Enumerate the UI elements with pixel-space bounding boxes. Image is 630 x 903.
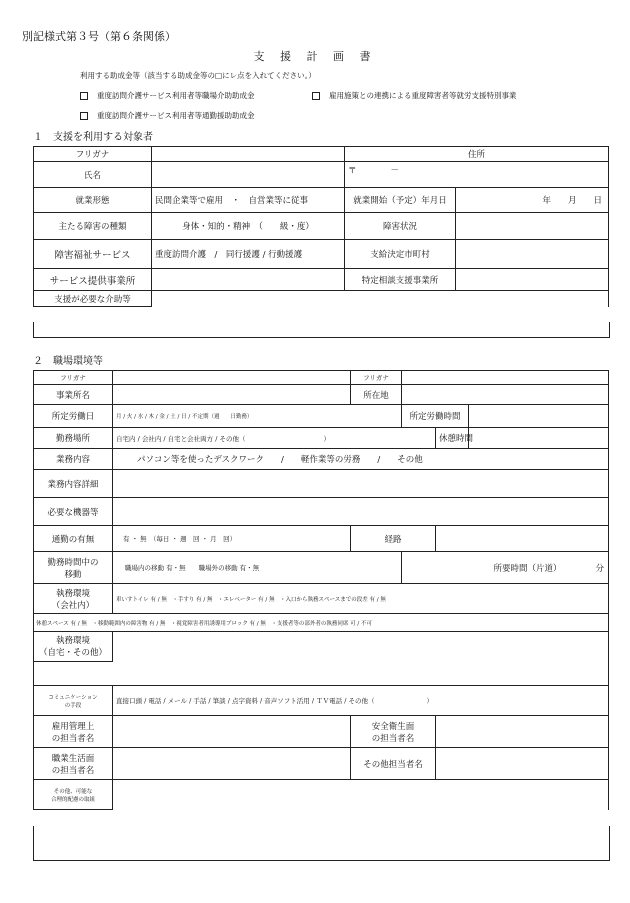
disability-options[interactable]: 身体・知的・精神 （ 級・度） (152, 213, 345, 240)
env-office-label-line2: （会社内） (51, 600, 95, 611)
section1-table (33, 146, 609, 307)
start-date-field[interactable]: 年 月 日 (456, 188, 609, 213)
minutes-label: 分 (595, 563, 605, 574)
office-location-label: 所在地 (351, 385, 402, 405)
job-detail-label: 業務内容詳細 (34, 470, 113, 498)
job-options[interactable]: パソコン等を使ったデスクワーク / 軽作業等の労務 / その他 (113, 449, 609, 470)
movement-label (34, 552, 113, 584)
disability-status-field[interactable] (456, 213, 609, 240)
life-label-line1: 職業生活面 (51, 753, 95, 764)
work-days-options[interactable]: 月 / 火 / 水 / 木 / 金 / 土 / 日 / 不定期（週 日勤務） (113, 405, 402, 428)
option-3-label: 重度訪問介護サービス利用者等通勤援助助成金 (97, 111, 255, 120)
disability-type-label: 主たる障害の種類 (34, 213, 152, 240)
section1-heading: １ 支援を利用する対象者 (33, 132, 153, 143)
job-content-label: 業務内容 (34, 449, 113, 470)
subsidy-note: 利用する助成金等（該当する助成金等の□にレ点を入れてください。） (80, 71, 316, 80)
emp-mgmt-label-line2: の担当者名 (51, 733, 95, 744)
life-field[interactable] (113, 748, 351, 780)
safety-label-line1: 安全衛生面 (371, 721, 415, 732)
consultation-label: 特定相談支援事業所 (345, 269, 456, 291)
provider-field[interactable] (152, 269, 345, 291)
env-home-label (34, 632, 113, 662)
comm-label (34, 686, 113, 716)
job-detail-field[interactable] (113, 470, 609, 498)
reasonable-label-line2: 合理的配慮の取組 (50, 796, 95, 803)
document-title: 支 援 計 画 書 (253, 50, 377, 63)
welfare-service-label: 障害福祉サービス (34, 240, 152, 269)
other-person-label: その他担当者名 (351, 748, 436, 780)
municipality-field[interactable] (456, 240, 609, 269)
life-label-line2: の担当者名 (51, 765, 95, 776)
route-label: 経路 (351, 526, 436, 552)
env-office-label (34, 584, 113, 614)
address-label: 住所 (345, 147, 609, 162)
furigana2-label: フリガナ (34, 371, 113, 385)
work-hours-label: 所定労働時間 (402, 405, 469, 428)
env-home-label-line2: （自宅・その他） (38, 648, 107, 658)
equipment-field[interactable] (113, 498, 609, 526)
commute-options[interactable]: 有 ・ 無 （毎日 ・ 週 回 ・ 月 回） (113, 526, 351, 552)
life-label (34, 748, 113, 780)
office-name-field[interactable] (113, 385, 351, 405)
start-date-label: 就業開始（予定）年月日 (345, 188, 456, 213)
commute-label: 通勤の有無 (34, 526, 113, 552)
form-number-label: 別記様式第３号（第６条関係） (22, 30, 176, 43)
movement-options[interactable]: 職場内の移動 有・無 職場外の移動 有・無 (113, 552, 402, 584)
comm-label-line2: の手段 (64, 702, 82, 709)
employment-type-label: 就業形態 (34, 188, 152, 213)
env-home-field[interactable] (113, 632, 609, 662)
reasonable-label-line1: その他、可能な (53, 788, 93, 795)
work-days-label: 所定労働日 (34, 405, 113, 428)
other-person-field[interactable] (436, 748, 609, 780)
section2-table (33, 370, 609, 810)
furigana-field[interactable] (152, 147, 345, 162)
option-1-label: 重度訪問介護サービス利用者等職場介助助成金 (97, 91, 255, 100)
office-name-label: 事業所名 (34, 385, 113, 405)
checkbox-option-2[interactable] (312, 92, 320, 100)
option-2[interactable] (312, 90, 517, 101)
office-location-field[interactable] (402, 385, 609, 405)
name-label: 氏名 (34, 162, 152, 188)
emp-mgmt-label-line1: 雇用管理上 (51, 721, 95, 732)
movement-label-line1: 勤務時間中の (47, 557, 99, 568)
disability-status-label: 障害状況 (345, 213, 456, 240)
checkbox-option-1[interactable] (80, 92, 88, 100)
comm-options[interactable]: 直接口頭 / 電話 / メール / 手話 / 筆談 / 点字資料 / 音声ソフト活用 / ＴＶ電話 / その他（ ） (113, 686, 609, 716)
municipality-label: 支給決定市町村 (345, 240, 456, 269)
break-time-field[interactable] (469, 428, 609, 449)
reasonable-label (34, 780, 113, 810)
care-needed-field[interactable] (152, 291, 609, 307)
movement-label-line2: 移動 (64, 569, 82, 580)
care-needed-area[interactable] (33, 322, 610, 338)
workplace-label: 勤務場所 (34, 428, 113, 449)
safety-label-line2: の担当者名 (371, 733, 415, 744)
env-office-options[interactable]: 車いすトイレ 有 / 無 ・手すり 有 / 無 ・エレベーター 有 / 無 ・入口から執務スペースまでの段差 有 / 無 (113, 584, 609, 614)
consultation-field[interactable] (456, 269, 609, 291)
env-home-label-line1: 執務環境 (55, 636, 90, 646)
env-office-options2[interactable]: 休憩スペース 有 / 無 ・移動範囲内の障害物 有 / 無 ・視覚障害者用誘導用ブロック 有 / 無 ・支援者等の部外者の執務同席 可 / 不可 (34, 614, 609, 632)
checkbox-option-3[interactable] (80, 112, 88, 120)
comm-label-line1: コミュニケーション (48, 694, 98, 701)
option-2-label: 雇用施策との連携による重度障害者等就労支援特別事業 (329, 91, 517, 100)
furigana-label: フリガナ (34, 147, 152, 162)
welfare-options[interactable]: 重度訪問介護 / 同行援護 / 行動援護 (152, 240, 345, 269)
work-hours-field[interactable] (469, 405, 609, 428)
travel-time-label: 所要時間（片道） (493, 563, 562, 574)
provider-label: サービス提供事業所 (34, 269, 152, 291)
section2-heading: ２ 職場環境等 (33, 356, 103, 367)
option-3[interactable] (80, 110, 255, 121)
furigana3-label: フリガナ (351, 371, 402, 385)
employment-options[interactable]: 民間企業等で雇用 ・ 自営業等に従事 (152, 188, 345, 213)
env-home-area[interactable] (34, 662, 609, 686)
travel-time-field[interactable] (402, 552, 609, 584)
option-1[interactable] (80, 90, 255, 101)
emp-mgmt-field[interactable] (113, 716, 351, 748)
equipment-label: 必要な機器等 (34, 498, 113, 526)
reasonable-field[interactable] (113, 780, 609, 810)
safety-field[interactable] (436, 716, 609, 748)
care-needed-label: 支援が必要な介助等 (34, 291, 152, 307)
workplace-options[interactable]: 自宅内 / 会社内 / 自宅と会社両方 / その他（ ） (113, 428, 436, 449)
postal-field[interactable]: 〒 － (345, 162, 609, 188)
break-time-label: 休憩時間 (436, 428, 469, 449)
env-office-label-line1: 執務環境 (55, 588, 90, 599)
emp-mgmt-label (34, 716, 113, 748)
reasonable-area[interactable] (33, 826, 610, 861)
safety-label (351, 716, 436, 748)
furigana3-field[interactable] (402, 371, 609, 385)
route-field[interactable] (436, 526, 609, 552)
furigana2-field[interactable] (113, 371, 351, 385)
name-field[interactable] (152, 162, 345, 188)
